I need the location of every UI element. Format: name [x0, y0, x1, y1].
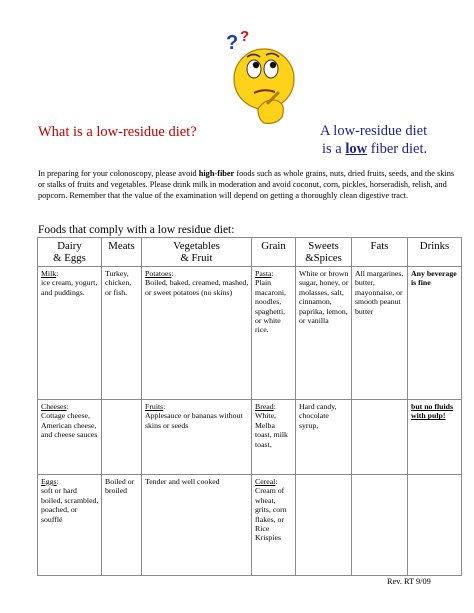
cell-sweets: Hard candy, chocolate syrup, — [296, 400, 352, 475]
cell-dairy: Cheeses: Cottage cheese, American cheese, and cheese sauces — [38, 400, 102, 475]
diet-table — [37, 237, 462, 576]
cell-grain: Bread: White, Melba toast, milk toast, — [252, 400, 296, 475]
header-fats: Fats — [352, 238, 408, 267]
header-sweets-l2: &Spices — [305, 252, 342, 264]
cell-label: Fruits — [145, 402, 164, 411]
answer-pre: is a — [322, 141, 346, 157]
question-mark-icon: ? — [226, 32, 239, 54]
answer-line-1: A low-residue diet — [320, 123, 428, 139]
table-row — [38, 267, 462, 400]
header-grain: Grain — [252, 238, 296, 267]
cell-meats: Turkey, chicken, or fish. — [102, 267, 142, 400]
intro-text-2: foods such as whole grains, nuts, dried fruits, seeds, and the skins or stalks of fruits and vegetables. Please drink milk in moderation and avoid coconut, corn, pickles, horseradish, relish, and popcorn. Remember that the value of the examination will depend on getting a thoroughly clean digestive tract. — [38, 169, 455, 200]
header-vegetables — [142, 238, 252, 267]
cell-text: White, Melba toast, milk toast, — [255, 411, 288, 449]
answer-post: fiber diet. — [367, 141, 428, 157]
header-row — [38, 238, 462, 267]
question-mark-icon: ? — [240, 28, 250, 45]
cell-label: Bread — [255, 402, 274, 411]
header-dairy — [38, 238, 102, 267]
cell-label: Cheeses — [41, 402, 67, 411]
cell-label: Cereal — [255, 477, 276, 486]
cell-vegetables: Fruits: Applesauce or bananas without skins or seeds — [142, 400, 252, 475]
cell-dairy: Eggs: soft or hard boiled, scrambled, poached, or soufflé — [38, 475, 102, 576]
revision-footer: Rev. RT 9/09 — [387, 577, 431, 586]
intro-paragraph — [38, 168, 458, 201]
answer-line-2 — [320, 140, 427, 158]
cell-label: Milk — [41, 269, 57, 278]
intro-bold: high-fiber — [198, 169, 235, 178]
cell-grain: Cereal: Cream of wheat, grits, corn flakes, or Rice Krispies — [252, 475, 296, 576]
cell-fats — [352, 475, 408, 576]
header-sweets-l1: Sweets — [308, 240, 339, 252]
cell-label: Potatoes — [145, 269, 172, 278]
cell-vegetables: Tender and well cooked — [142, 475, 252, 576]
cell-text: ice cream, yogurt, and puddings. — [41, 278, 98, 297]
cell-text: Plain macaroni, noodles, spaghetti, or white rice. — [255, 278, 286, 335]
table-row — [38, 400, 462, 475]
cell-text: Boiled, baked, creamed, mashed, or sweet potatoes (no skins) — [145, 278, 249, 297]
header-veg-l2: & Fruit — [180, 252, 213, 264]
cell-meats — [102, 400, 142, 475]
cell-fats — [352, 400, 408, 475]
cell-grain: Pasta: Plain macaroni, noodles, spaghetti, or white rice. — [252, 267, 296, 400]
cell-meats: Boiled or broiled — [102, 475, 142, 576]
answer-heading — [320, 122, 427, 158]
thinking-face-icon — [218, 27, 300, 127]
table-row — [38, 475, 462, 576]
header-meats: Meats — [102, 238, 142, 267]
header-veg-l1: Vegetables — [173, 240, 220, 252]
cell-vegetables: Potatoes: Boiled, baked, creamed, mashed, or sweet potatoes (no skins) — [142, 267, 252, 400]
cell-text: Cottage cheese, American cheese, and cheese sauces — [41, 411, 98, 440]
question-heading: What is a low-residue diet? — [38, 124, 197, 140]
cell-sweets: White or brown sugar, honey, or molasses, salt, cinnamon, paprika, lemon, or vanilla — [296, 267, 352, 400]
cell-drinks: but no fluids with pulp! — [408, 400, 462, 475]
header-sweets — [296, 238, 352, 267]
cell-drinks — [408, 475, 462, 576]
header-dairy-l2: & Eggs — [53, 252, 86, 264]
answer-low-emphasis: low — [345, 141, 368, 157]
cell-text: Applesauce or bananas without skins or seeds — [145, 411, 243, 430]
cell-drinks: Any beverage is fine — [408, 267, 462, 400]
header-dairy-l1: Dairy — [57, 240, 82, 252]
cell-sweets — [296, 475, 352, 576]
cell-text: Cream of wheat, grits, corn flakes, or Rice Krispies — [255, 486, 287, 543]
cell-dairy: Milk: ice cream, yogurt, and puddings. — [38, 267, 102, 400]
header-drinks: Drinks — [408, 238, 462, 267]
cell-fats: All margarines, butter, mayonnaise, or smooth peanut butter — [352, 267, 408, 400]
cell-text: soft or hard boiled, scrambled, poached, or soufflé — [41, 486, 99, 524]
intro-text-1: In preparing for your colonoscopy, please avoid — [38, 169, 199, 178]
cell-label: Pasta — [255, 269, 272, 278]
cell-label: Eggs — [41, 477, 57, 486]
table-title: Foods that comply with a low residue diet: — [38, 224, 235, 236]
